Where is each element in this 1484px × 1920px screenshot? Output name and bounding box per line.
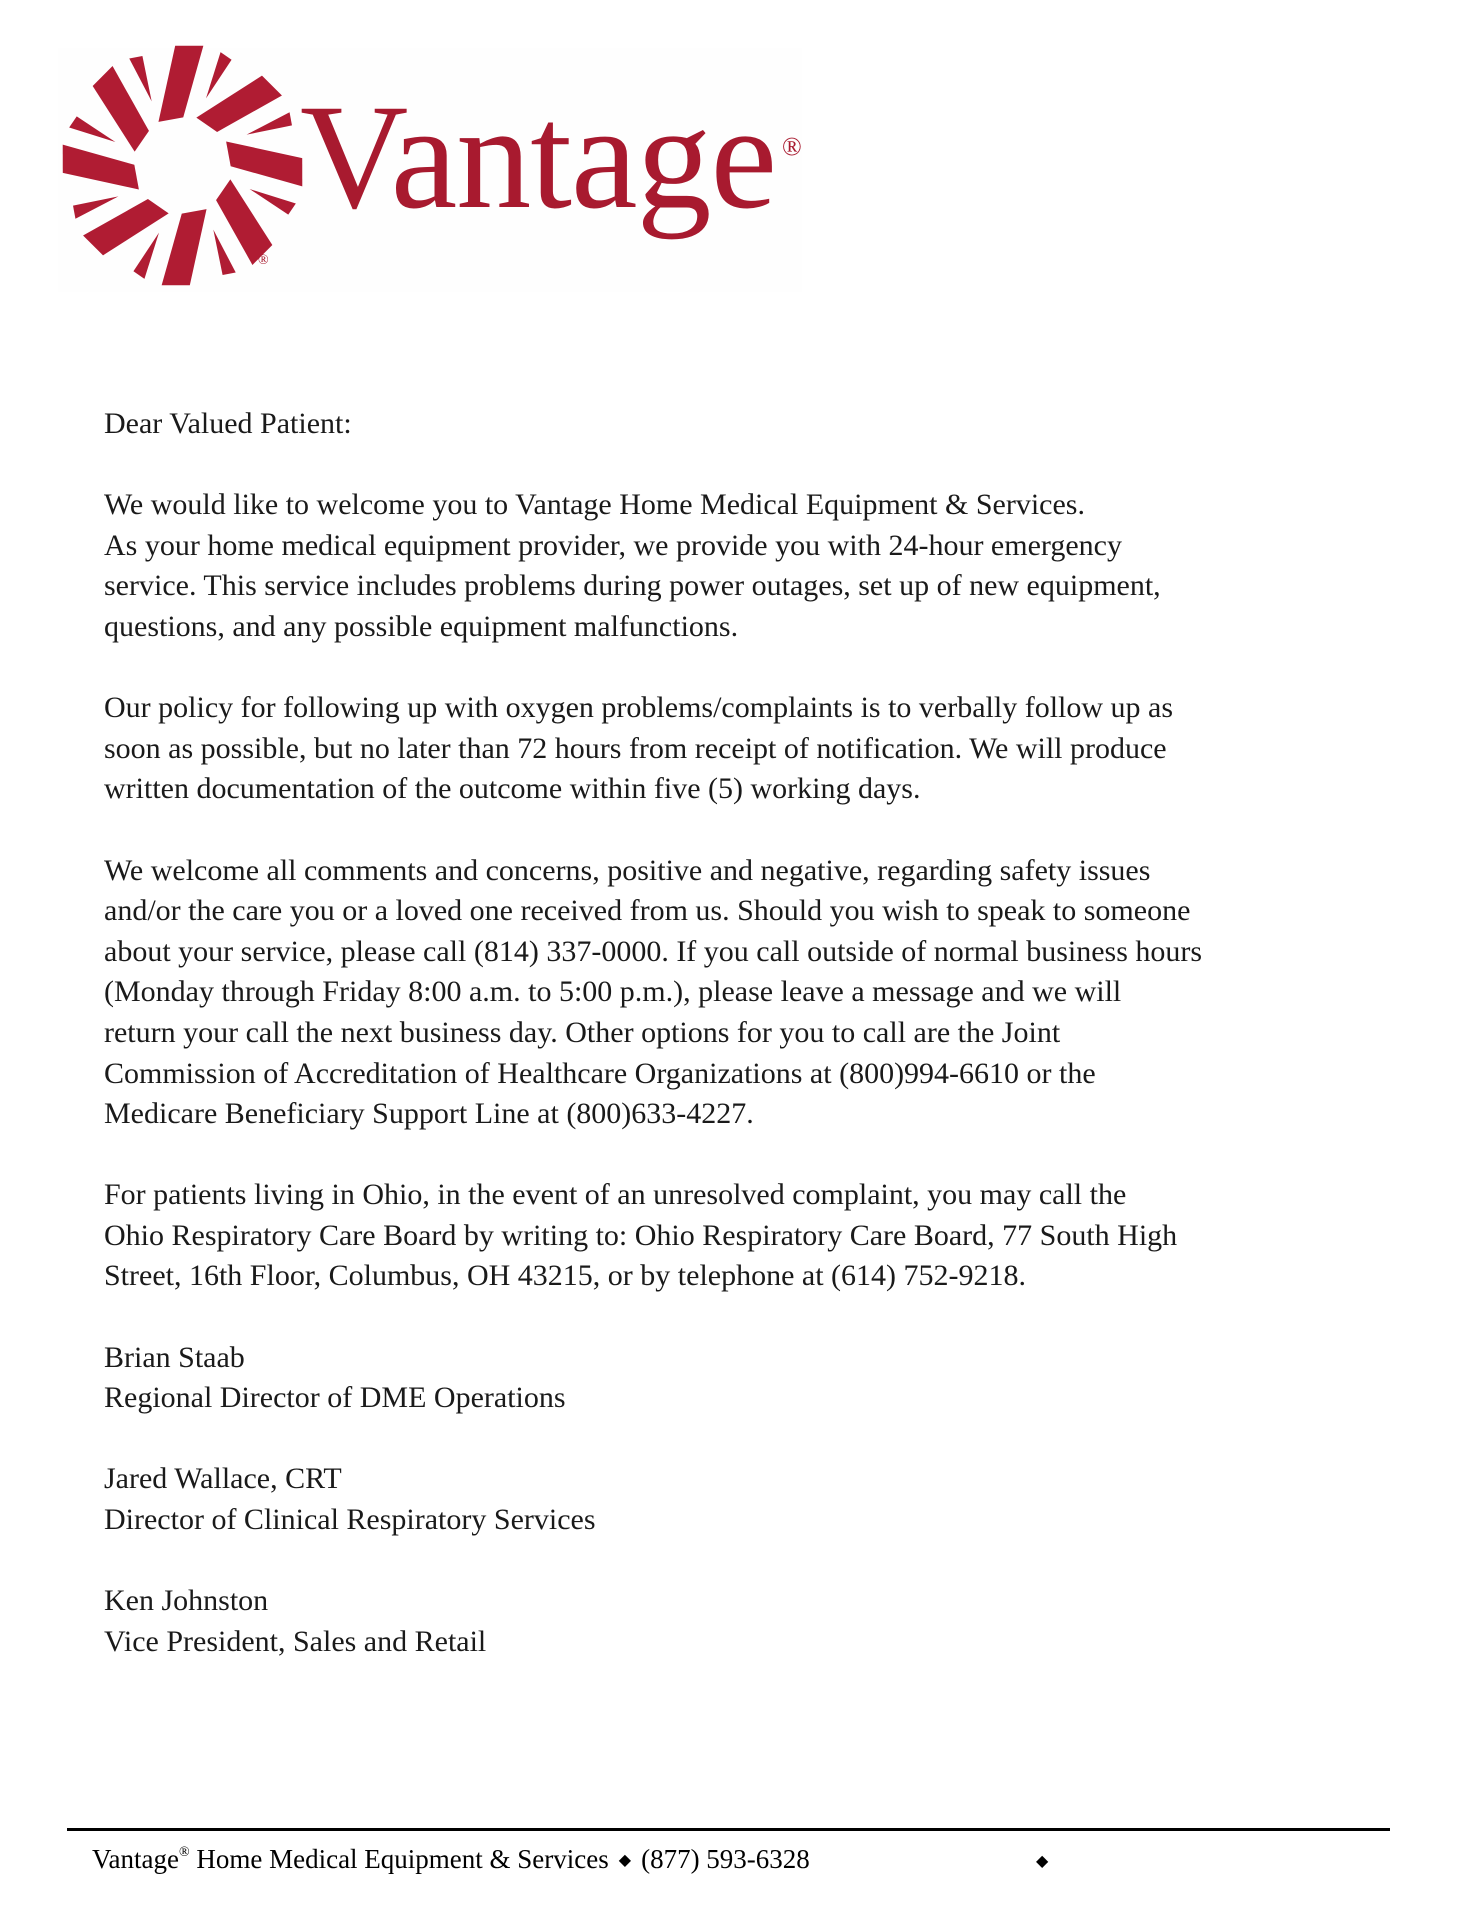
starburst-wedge — [68, 116, 118, 142]
paragraph-line: As your home medical equipment provider, we provide you with 24-hour emergency — [104, 528, 1122, 562]
brand-wordmark: Vantage — [300, 74, 777, 240]
signatory-title: Director of Clinical Respiratory Services — [104, 1503, 596, 1537]
starburst-icon — [55, 38, 310, 293]
signatory — [104, 1338, 1404, 1419]
registered-trademark-mark: ® — [782, 132, 802, 161]
footer — [92, 1844, 810, 1876]
signatory — [104, 1459, 1404, 1540]
paragraph-line: Ohio Respiratory Care Board by writing to: Ohio Respiratory Care Board, 77 South High — [104, 1218, 1178, 1252]
logo-registered-mark: ® — [258, 253, 269, 268]
starburst-ray — [196, 68, 282, 144]
paragraph-line: and/or the care you or a loved one received from us. Should you wish to speak to someone — [104, 894, 1191, 928]
starburst-wedge — [68, 180, 118, 225]
starburst-ray — [221, 141, 307, 186]
diamond-bullet-icon: ◆ — [618, 1852, 632, 1869]
starburst-wedge — [133, 230, 159, 280]
paragraph-line: (Monday through Friday 8:00 a.m. to 5:00 p.m.), please leave a message and we will — [104, 975, 1122, 1009]
paragraph-line: Commission of Accreditation of Healthcare Organizations at (800)994-6610 or the — [104, 1056, 1096, 1090]
signatory — [104, 1581, 1404, 1662]
paragraph-line: Medicare Beneficiary Support Line at (800)633-4227. — [104, 1097, 754, 1131]
signatory-name: Jared Wallace, CRT — [104, 1462, 342, 1496]
starburst-ray — [85, 66, 161, 152]
paragraph-line: soon as possible, but no later than 72 hours from receipt of notification. We will produce — [104, 731, 1167, 765]
paragraph-oxygen-policy — [104, 688, 1404, 810]
paragraph-ohio — [104, 1175, 1404, 1297]
paragraph-line: For patients living in Ohio, in the event of an unresolved complaint, you may call the — [104, 1178, 1127, 1212]
footer-phone: (877) 593-6328 — [641, 1844, 810, 1874]
diamond-bullet-icon: ◆ — [1036, 1851, 1049, 1870]
starburst-wedge — [123, 51, 168, 101]
paragraph-line: return your call the next business day. Other options for you to call are the Joint — [104, 1015, 1061, 1049]
letter-body — [104, 404, 1404, 1703]
paragraph-comments-contacts — [104, 851, 1404, 1135]
salutation — [104, 404, 1404, 445]
signatory-title: Regional Director of DME Operations — [104, 1381, 566, 1415]
starburst-wedge — [206, 51, 232, 101]
footer-brand: Vantage — [92, 1844, 179, 1874]
starburst-ray — [83, 186, 169, 262]
starburst-wedge — [247, 106, 297, 151]
footer-divider — [67, 1828, 1390, 1831]
paragraph-welcome — [104, 485, 1404, 647]
paragraph-line: Street, 16th Floor, Columbus, OH 43215, or by telephone at (614) 752-9218. — [104, 1259, 1027, 1293]
starburst-ray — [58, 145, 144, 190]
paragraph-line: questions, and any possible equipment malfunctions. — [104, 609, 739, 643]
paragraph-line: written documentation of the outcome within five (5) working days. — [104, 772, 921, 806]
paragraph-line: service. This service includes problems during power outages, set up of new equipment, — [104, 569, 1161, 603]
starburst-ray — [162, 204, 207, 290]
salutation-text: Dear Valued Patient: — [104, 407, 352, 440]
footer-registered-mark: ® — [178, 1845, 190, 1860]
paragraph-line: We would like to welcome you to Vantage Home Medical Equipment & Services. — [104, 488, 1085, 522]
paragraph-line: Our policy for following up with oxygen problems/complaints is to verbally follow up as — [104, 691, 1174, 725]
signatory-title: Vice President, Sales and Retail — [104, 1624, 487, 1658]
signatory-name: Ken Johnston — [104, 1584, 269, 1618]
starburst-wedge — [247, 189, 297, 215]
paragraph-line: about your service, please call (814) 337-0000. If you call outside of normal business hours — [104, 934, 1203, 968]
signatory-name: Brian Staab — [104, 1340, 245, 1374]
starburst-wedge — [197, 230, 242, 280]
footer-company-name: Home Medical Equipment & Services — [189, 1844, 609, 1874]
paragraph-line: We welcome all comments and concerns, positive and negative, regarding safety issues — [104, 853, 1151, 887]
starburst-ray — [158, 41, 203, 127]
